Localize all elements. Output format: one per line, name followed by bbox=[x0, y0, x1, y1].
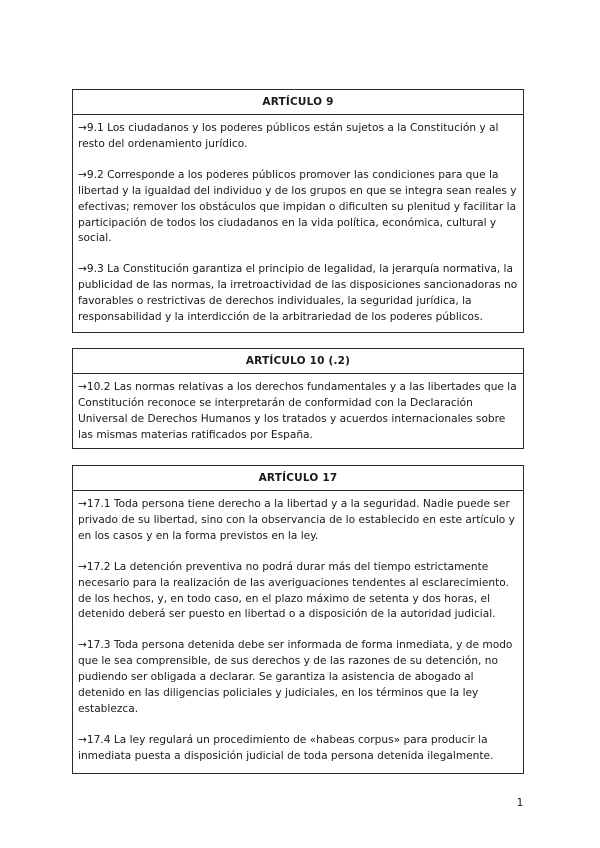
paragraph-9-3 bbox=[78, 262, 518, 326]
paragraph-text: 17.3 Toda persona detenida debe ser informada de forma inmediata, y de modo que le sea comprensible, de sus derechos y de las razones de su detención, no pudiendo ser obligada a declarar. Se garantiza la asistencia de abogado al detenido en las diligencias policiales y judiciales, en los términos que la ley establezca. bbox=[78, 639, 513, 715]
paragraph-17-4 bbox=[78, 733, 518, 765]
article-10-box bbox=[72, 348, 524, 449]
arrow-icon: → bbox=[78, 122, 87, 134]
paragraph-9-1 bbox=[78, 121, 518, 153]
paragraph-text: 17.4 La ley regulará un procedimiento de «habeas corpus» para producir la inmediata puesta a disposición judicial de toda persona detenida ilegalmente. bbox=[78, 733, 494, 762]
paragraph-17-3 bbox=[78, 638, 518, 718]
article-10-body bbox=[73, 374, 523, 448]
arrow-icon: → bbox=[78, 263, 87, 276]
article-17-box bbox=[72, 465, 524, 774]
article-9-body bbox=[73, 115, 523, 330]
article-9-title: ARTÍCULO 9 bbox=[73, 90, 523, 115]
page-number: 1 bbox=[516, 797, 524, 809]
paragraph-17-2 bbox=[78, 560, 518, 624]
paragraph-17-1 bbox=[78, 497, 518, 545]
arrow-icon: → bbox=[78, 168, 87, 181]
paragraph-text: 17.2 La detención preventiva no podrá durar más del tiempo estrictamente necesario para la realización de las averiguaciones tendentes al esclarecimiento. de los hechos, y, en todo caso, en el plazo máximo de setenta y dos horas, el detenido deberá ser puesto en libertad o a disposición de la autoridad judicial. bbox=[78, 560, 509, 621]
article-17-title: ARTÍCULO 17 bbox=[73, 466, 523, 491]
paragraph-9-2 bbox=[78, 168, 518, 248]
arrow-icon: → bbox=[78, 733, 87, 746]
article-9-box bbox=[72, 89, 524, 333]
paragraph-10-2 bbox=[78, 380, 518, 444]
paragraph-text: 9.3 La Constitución garantiza el principio de legalidad, la jerarquía normativa, la publicidad de las normas, la irretroactividad de las disposiciones sancionadoras no favorables o restrictivas de derechos individuales, la seguridad jurídica, la responsabilidad y la interdicción de la arbitrariedad de los poderes públicos. bbox=[78, 263, 518, 324]
article-17-body bbox=[73, 491, 523, 769]
arrow-icon: → bbox=[78, 498, 87, 510]
paragraph-text: 10.2 Las normas relativas a los derechos fundamentales y a las libertades que la Constitución reconoce se interpretarán de conformidad con la Declaración Universal de Derechos Humanos y los tratados y acuerdos internacionales sobre las mismas materias ratificados por España. bbox=[78, 381, 517, 441]
arrow-icon: → bbox=[78, 560, 87, 573]
paragraph-text: 17.1 Toda persona tiene derecho a la libertad y a la seguridad. Nadie puede ser privado de su libertad, sino con la observancia de lo establecido en este artículo y en los casos y en la forma previstos en la ley. bbox=[78, 498, 515, 542]
arrow-icon: → bbox=[78, 639, 87, 652]
arrow-icon: → bbox=[78, 381, 87, 393]
paragraph-text: 9.1 Los ciudadanos y los poderes públicos están sujetos a la Constitución y al resto del ordenamiento jurídico. bbox=[78, 122, 499, 150]
article-10-title: ARTÍCULO 10 (.2) bbox=[73, 349, 523, 374]
paragraph-text: 9.2 Corresponde a los poderes públicos promover las condiciones para que la libertad y la igualdad del individuo y de los grupos en que se integra sean reales y efectivas; remover los obstáculos que impidan o dificulten su plenitud y facilitar la participación de todos los ciudadanos en la vida política, económica, cultural y social. bbox=[78, 168, 517, 245]
